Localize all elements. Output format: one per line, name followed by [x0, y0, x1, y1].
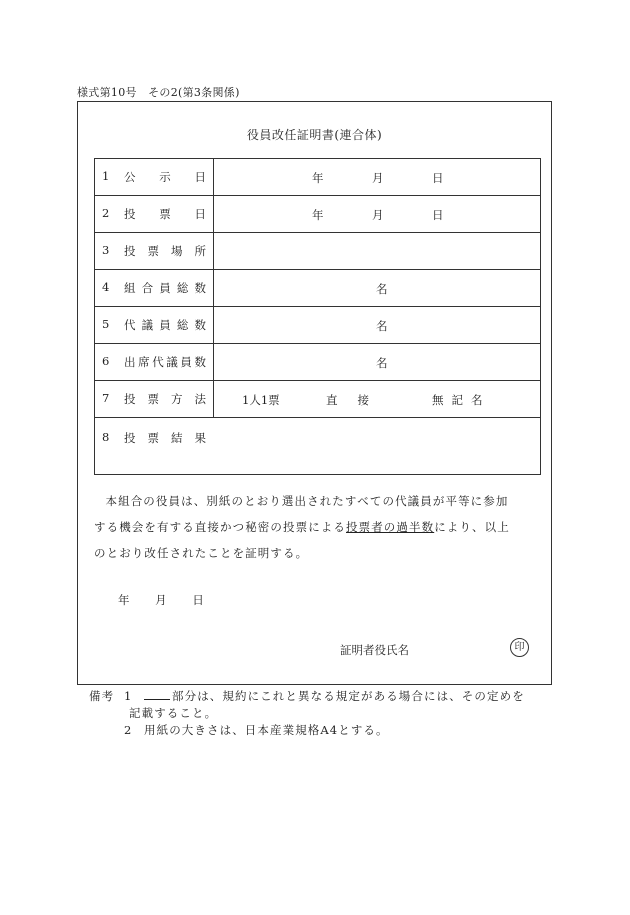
year-unit: 年 — [312, 171, 324, 185]
table-row-voting-method — [95, 381, 541, 418]
row-label: 代議員総数 — [124, 318, 206, 332]
row-label-cell — [95, 344, 214, 381]
note-1-continuation: 記載すること。 — [129, 706, 218, 720]
statement-line-2-after: により、以上 — [434, 520, 510, 534]
day-unit: 日 — [432, 171, 444, 185]
note-2-text: 用紙の大きさは、日本産業規格A4とする。 — [144, 723, 389, 737]
date-month: 月 — [155, 593, 167, 607]
attending-delegates-value — [214, 344, 541, 381]
row-number: 2 — [102, 206, 110, 220]
table-row-voting-date — [95, 196, 541, 233]
table-row-voting-result — [95, 418, 541, 475]
method-secret-ballot: 無記名 — [432, 393, 491, 407]
method-direct: 直接 — [326, 393, 389, 407]
remarks-heading: 備考 — [89, 689, 115, 703]
year-unit: 年 — [312, 208, 324, 222]
row-number: 4 — [102, 280, 110, 294]
statement-line-2 — [94, 514, 541, 540]
date-day: 日 — [192, 593, 204, 607]
total-members-value — [214, 270, 541, 307]
table-row-total-delegates — [95, 307, 541, 344]
announcement-date-value — [214, 159, 541, 196]
count-unit: 名 — [376, 319, 388, 333]
row-number: 8 — [102, 430, 110, 444]
note-text — [144, 688, 525, 705]
election-info-table — [94, 158, 541, 475]
row-label: 投票結果 — [124, 431, 206, 445]
row-label-cell — [95, 381, 214, 418]
row-label: 投票方法 — [124, 392, 206, 406]
day-unit: 日 — [432, 208, 444, 222]
total-delegates-value — [214, 307, 541, 344]
row-label-cell — [95, 307, 214, 344]
note-1-text: 部分は、規約にこれと異なる規定がある場合には、その定めを — [172, 689, 525, 703]
month-unit: 月 — [372, 171, 384, 185]
statement-line-2-before: する機会を有する直接かつ秘密の投票による — [94, 520, 346, 534]
document-title: 役員改任証明書(連合体) — [246, 128, 383, 142]
certifier-name-label: 証明者役氏名 — [340, 643, 409, 657]
voting-date-value — [214, 196, 541, 233]
row-label: 投票場所 — [124, 244, 206, 258]
certification-statement — [94, 488, 541, 566]
note-number: 2 — [124, 723, 133, 737]
row-number: 6 — [102, 354, 110, 368]
row-label: 投票日 — [124, 207, 206, 221]
count-unit: 名 — [376, 282, 388, 296]
seal-mark-icon: 印 — [510, 638, 529, 657]
row-number: 5 — [102, 317, 110, 331]
row-number: 1 — [102, 169, 110, 183]
statement-underlined-text: 投票者の過半数 — [346, 520, 435, 534]
underline-blank — [144, 688, 170, 700]
method-one-person-one-vote: 1人1票 — [242, 393, 280, 407]
voting-method-value — [214, 381, 541, 418]
row-number: 3 — [102, 243, 110, 257]
voting-place-value — [214, 233, 541, 270]
row-label-cell — [95, 196, 214, 233]
row-label-cell — [95, 233, 214, 270]
certificate-frame — [77, 101, 552, 685]
count-unit: 名 — [376, 356, 388, 370]
certification-date — [118, 592, 226, 608]
row-label: 公示日 — [124, 170, 206, 184]
row-label: 組合員総数 — [124, 281, 206, 295]
note-number: 1 — [124, 689, 133, 703]
row-label-cell — [95, 159, 214, 196]
form-number: 様式第10号 その2(第3条関係) — [77, 86, 240, 99]
table-row-announcement-date — [95, 159, 541, 196]
month-unit: 月 — [372, 208, 384, 222]
row-label: 出席代議員数 — [124, 355, 206, 369]
statement-line-3: のとおり改任されたことを証明する。 — [94, 546, 309, 560]
row-label-cell — [95, 270, 214, 307]
row-number: 7 — [102, 391, 110, 405]
table-row-total-members — [95, 270, 541, 307]
voting-result-cell — [95, 418, 541, 475]
date-year: 年 — [118, 593, 130, 607]
statement-line-1: 本組合の役員は、別紙のとおり選出されたすべての代議員が平等に参加 — [105, 494, 509, 508]
table-row-voting-place — [95, 233, 541, 270]
table-row-attending-delegates — [95, 344, 541, 381]
